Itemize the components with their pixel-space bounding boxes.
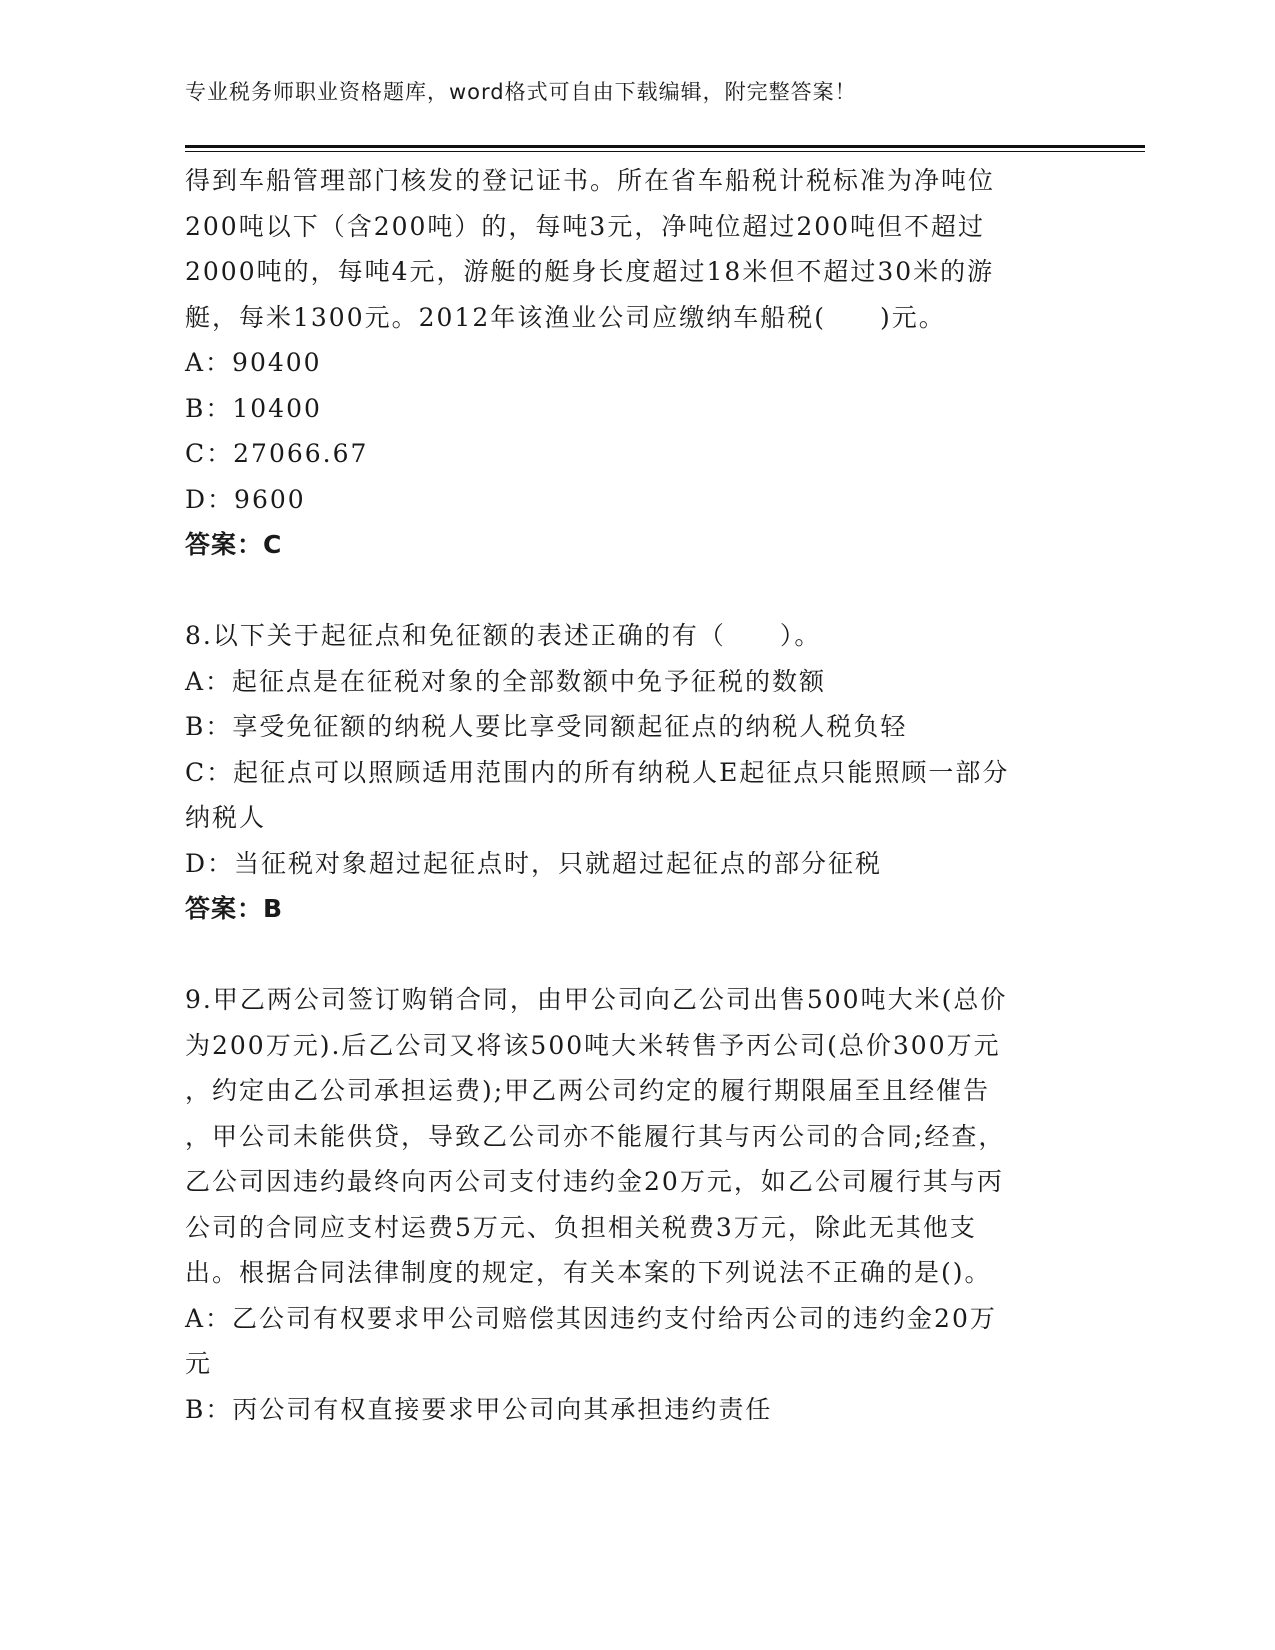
question-text-line: ，约定由乙公司承担运费);甲乙两公司约定的履行期限届至且经催告 xyxy=(185,1076,991,1105)
question-text-line: 为200万元).后乙公司又将该500吨大米转售予丙公司(总价300万元 xyxy=(185,1030,1001,1060)
question-text-line: 乙公司因违约最终向丙公司支付违约金20万元，如乙公司履行其与丙 xyxy=(185,1167,1004,1196)
option-b: B：10400 xyxy=(185,393,322,423)
header-rule-thin xyxy=(185,151,1145,152)
option-d: D：当征税对象超过起征点时，只就超过起征点的部分征税 xyxy=(185,848,883,878)
question-text-line: ，甲公司未能供贷，导致乙公司亦不能履行其与丙公司的合同;经查， xyxy=(185,1121,1006,1151)
answer: 答案：B xyxy=(185,894,284,923)
question-text-line: 出。根据合同法律制度的规定，有关本案的下列说法不正确的是()。 xyxy=(185,1258,992,1287)
option-b: B：享受免征额的纳税人要比享受同额起征点的纳税人税负轻 xyxy=(185,712,908,741)
option-c-continued: 纳税人 xyxy=(185,803,267,832)
option-a: A：乙公司有权要求甲公司赔偿其因违约支付给丙公司的违约金20万 xyxy=(185,1303,997,1333)
spacer xyxy=(185,568,1085,614)
option-d: D：9600 xyxy=(185,484,306,514)
question-9 xyxy=(185,977,1085,1432)
question-text-line: 9.甲乙两公司签订购销合同，由甲公司向乙公司出售500吨大米(总价 xyxy=(185,985,1008,1014)
header-rule-thick xyxy=(185,145,1145,148)
option-b: B：丙公司有权直接要求甲公司向其承担违约责任 xyxy=(185,1394,773,1424)
question-text-line: 艇，每米1300元。2012年该渔业公司应缴纳车船税( )元。 xyxy=(185,302,946,332)
question-text-line: 200吨以下（含200吨）的，每吨3元，净吨位超过200吨但不超过 xyxy=(185,211,986,241)
question-text-line: 2000吨的，每吨4元，游艇的艇身长度超过18米但不超过30米的游 xyxy=(185,257,995,286)
option-a: A：起征点是在征税对象的全部数额中免予征税的数额 xyxy=(185,666,827,696)
option-c: C：起征点可以照顾适用范围内的所有纳税人E起征点只能照顾一部分 xyxy=(185,757,1010,787)
question-text-line: 得到车船管理部门核发的登记证书。所在省车船税计税标准为净吨位 xyxy=(185,166,996,195)
question-text-line: 8.以下关于起征点和免征额的表述正确的有（ ）。 xyxy=(185,621,822,650)
option-a: A：90400 xyxy=(185,348,322,377)
document-body xyxy=(185,158,1085,1432)
page-header: 专业税务师职业资格题库，word格式可自由下载编辑，附完整答案！ xyxy=(185,80,857,104)
option-c: C：27066.67 xyxy=(185,439,369,468)
question-text-line: 公司的合同应支村运费5万元、负担相关税费3万元，除此无其他支 xyxy=(185,1212,977,1242)
spacer xyxy=(185,932,1085,978)
question-8 xyxy=(185,613,1085,932)
answer: 答案：C xyxy=(185,530,283,559)
option-a-continued: 元 xyxy=(185,1349,213,1378)
question-7 xyxy=(185,158,1085,568)
